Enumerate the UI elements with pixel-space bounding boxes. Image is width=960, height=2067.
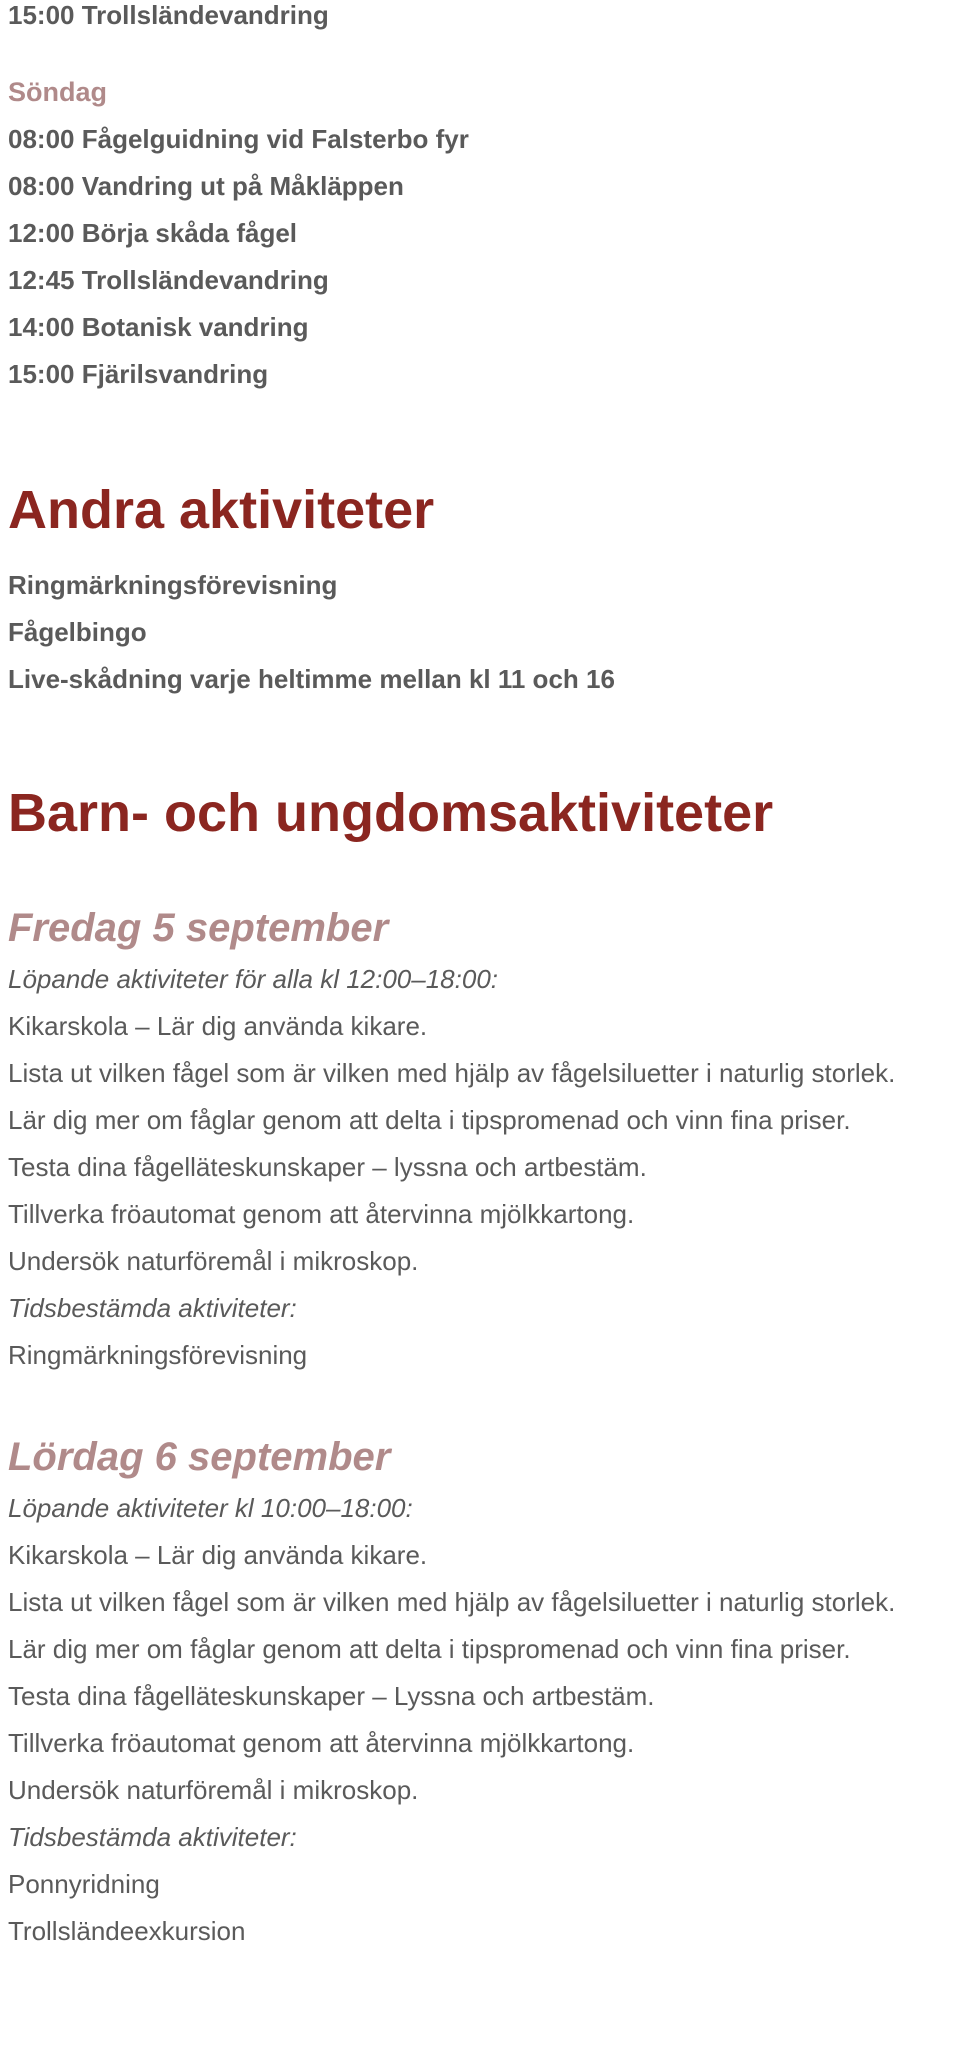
day-heading-saturday: Lördag 6 september bbox=[8, 1435, 391, 1479]
timed-label: Tidsbestämda aktiviteter: bbox=[8, 1822, 297, 1852]
schedule-item: 15:00 Trollsländevandring bbox=[8, 0, 329, 30]
activity-item: Lär dig mer om fåglar genom att delta i tipspromenad och vinn fina priser. bbox=[8, 1105, 851, 1135]
activity-item: Tillverka fröautomat genom att återvinna mjölkkartong. bbox=[8, 1199, 635, 1229]
schedule-item: 12:45 Trollsländevandring bbox=[8, 265, 329, 295]
activity-item: Ringmärkningsförevisning bbox=[8, 570, 338, 600]
activity-item: Fågelbingo bbox=[8, 617, 147, 647]
activity-item: Kikarskola – Lär dig använda kikare. bbox=[8, 1011, 428, 1041]
activity-item: Undersök naturföremål i mikroskop. bbox=[8, 1775, 419, 1805]
schedule-item: 08:00 Vandring ut på Måkläppen bbox=[8, 171, 404, 201]
schedule-item: 12:00 Börja skåda fågel bbox=[8, 218, 298, 248]
activity-item: Trollsländeexkursion bbox=[8, 1916, 246, 1946]
day-heading-friday: Fredag 5 september bbox=[8, 906, 389, 950]
schedule-item: 15:00 Fjärilsvandring bbox=[8, 359, 269, 389]
timed-label: Tidsbestämda aktiviteter: bbox=[8, 1293, 297, 1323]
section-heading-youth-activities: Barn- och ungdomsaktiviteter bbox=[8, 783, 774, 843]
day-heading-sunday: Söndag bbox=[8, 77, 107, 107]
activity-item: Lista ut vilken fågel som är vilken med hjälp av fågelsiluetter i naturlig storlek. bbox=[8, 1058, 896, 1088]
activity-item: Undersök naturföremål i mikroskop. bbox=[8, 1246, 419, 1276]
activity-item: Ringmärkningsförevisning bbox=[8, 1340, 308, 1370]
activity-item: Lista ut vilken fågel som är vilken med hjälp av fågelsiluetter i naturlig storlek. bbox=[8, 1587, 896, 1617]
activity-item: Ponnyridning bbox=[8, 1869, 160, 1899]
ongoing-label: Löpande aktiviteter för alla kl 12:00–18:00: bbox=[8, 964, 499, 994]
schedule-item: 08:00 Fågelguidning vid Falsterbo fyr bbox=[8, 124, 469, 154]
ongoing-label: Löpande aktiviteter kl 10:00–18:00: bbox=[8, 1493, 413, 1523]
activity-item: Lär dig mer om fåglar genom att delta i tipspromenad och vinn fina priser. bbox=[8, 1634, 851, 1664]
schedule-item: 14:00 Botanisk vandring bbox=[8, 312, 309, 342]
activity-item: Testa dina fågelläteskunskaper – Lyssna och artbestäm. bbox=[8, 1681, 655, 1711]
section-heading-other-activities: Andra aktiviteter bbox=[8, 480, 435, 540]
activity-item: Kikarskola – Lär dig använda kikare. bbox=[8, 1540, 428, 1570]
document-page bbox=[8, 0, 958, 1955]
activity-item: Tillverka fröautomat genom att återvinna mjölkkartong. bbox=[8, 1728, 635, 1758]
activity-item: Testa dina fågelläteskunskaper – lyssna och artbestäm. bbox=[8, 1152, 647, 1182]
activity-item: Live-skådning varje heltimme mellan kl 11 och 16 bbox=[8, 664, 615, 694]
